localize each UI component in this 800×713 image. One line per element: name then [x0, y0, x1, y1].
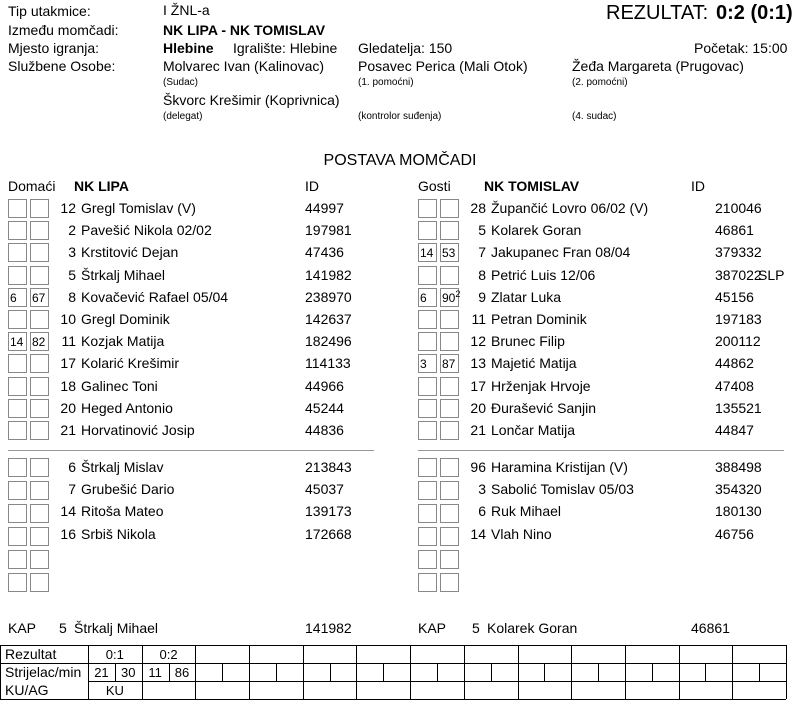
- player-number: 2: [68, 222, 76, 239]
- result-label: REZULTAT:: [606, 2, 709, 24]
- player-id: 135521: [715, 399, 762, 416]
- event-minute-box: 87: [440, 354, 459, 373]
- result-cell-border: [571, 645, 572, 663]
- player-number: 16: [60, 525, 76, 542]
- ku-cell-border: [410, 681, 411, 699]
- player-name: Vlah Nino: [491, 525, 552, 542]
- player-number: 3: [478, 481, 486, 498]
- player-id: 46861: [715, 222, 754, 239]
- player-id: 44847: [715, 422, 754, 438]
- scorer-cell-border: [544, 663, 545, 681]
- event-minute-box: $90^2$: [442, 288, 461, 305]
- event-box: [418, 421, 437, 440]
- player-id: 388498: [715, 459, 762, 475]
- player-name: Jakupanec Fran 08/04: [491, 244, 631, 261]
- player-id: 354320: [715, 481, 762, 498]
- scorer-cell-border: [383, 663, 384, 681]
- home-divider: [8, 450, 374, 451]
- player-number: 18: [60, 377, 76, 394]
- player-number: 21: [60, 422, 76, 438]
- result-cell-border: [464, 645, 465, 663]
- home-captain-id: 141982: [305, 620, 352, 636]
- match-type-value: I ŽNL-a: [163, 2, 210, 18]
- away-team-name: NK TOMISLAV: [484, 178, 580, 194]
- sub-event-box: [8, 573, 27, 592]
- table-bottom-line: [0, 699, 786, 700]
- player-name: Đurašević Sanjin: [491, 399, 597, 416]
- player-number: 5: [478, 222, 486, 239]
- player-id: 139173: [305, 503, 352, 520]
- ku-cell-border: [195, 681, 196, 699]
- event-minute-box: 53: [440, 243, 459, 262]
- scorer-cell: 11: [148, 665, 162, 680]
- scorer-cell-border: [464, 663, 465, 681]
- home-captain-label: KAP: [8, 620, 37, 636]
- event-box: [8, 421, 27, 440]
- player-id: 213843: [305, 459, 352, 475]
- sub-event-box: [418, 504, 437, 523]
- player-id: 379332: [715, 244, 762, 261]
- player-number: 6: [68, 459, 76, 475]
- player-name: Gregl Dominik: [81, 311, 170, 327]
- player-id: 172668: [305, 525, 352, 542]
- venue-value: Hlebine: [163, 40, 214, 56]
- officials-label: Službene Osobe:: [8, 58, 116, 74]
- ku-cell-border: [625, 681, 626, 699]
- scorer-cell-border: [491, 663, 492, 681]
- event-box: [8, 377, 27, 396]
- event-box: [418, 221, 437, 240]
- event-minute-box: 82: [30, 332, 49, 351]
- player-number: 20: [60, 399, 76, 416]
- away-side-label: Gosti: [418, 178, 451, 194]
- event-box: [8, 243, 27, 262]
- player-number: 8: [478, 266, 486, 283]
- ku-cell-border: [464, 681, 465, 699]
- player-name: Zlatar Luka: [491, 288, 562, 305]
- event-box: [8, 354, 27, 373]
- player-name: Hrženjak Hrvoje: [491, 377, 591, 394]
- ku-cell-border: [571, 681, 572, 699]
- player-number: 17: [470, 377, 486, 394]
- ku-cell-border: [518, 681, 519, 699]
- ku-cell-border: [732, 681, 733, 699]
- scorer-row-label: Strijelac/min: [5, 664, 82, 680]
- official-role: (1. pomoćni): [358, 77, 414, 88]
- result-cell-border: [625, 645, 626, 663]
- sub-event-box: [8, 458, 27, 477]
- scorer-cell-border: [303, 663, 304, 681]
- player-id: 44966: [305, 377, 344, 394]
- player-number: 21: [470, 422, 486, 438]
- sub-minute-box: [440, 573, 459, 592]
- match-type-label: Tip utakmice:: [8, 3, 91, 19]
- result-cell-border: [195, 645, 196, 663]
- player-name: Brunec Filip: [491, 333, 565, 350]
- event-box: [418, 266, 437, 285]
- player-number: 7: [478, 244, 486, 261]
- event-minute-box: 67: [30, 288, 49, 307]
- player-id: 44997: [305, 200, 344, 216]
- scorer-cell-border: [625, 663, 626, 681]
- player-id: 45037: [305, 481, 344, 498]
- event-box: [418, 332, 437, 351]
- player-id: 141982: [305, 266, 352, 283]
- scorer-cell-border: [410, 663, 411, 681]
- between-label: Između momčadi:: [8, 22, 119, 38]
- player-name: Pavešić Nikola 02/02: [81, 222, 212, 239]
- sub-event-box: [418, 573, 437, 592]
- player-name: Kolarek Goran: [491, 222, 582, 239]
- event-box: [8, 199, 27, 218]
- scorer-cell-border: [249, 663, 250, 681]
- player-id: 46756: [715, 525, 754, 542]
- event-box: [8, 310, 27, 329]
- between-value: NK LIPA - NK TOMISLAV: [163, 22, 326, 38]
- player-number: 9: [478, 288, 486, 305]
- sub-minute-box: [440, 550, 459, 569]
- player-number: 13: [470, 355, 486, 372]
- player-name: Galinec Toni: [81, 377, 158, 394]
- scorer-cell-border: [195, 663, 196, 681]
- player-id: 180130: [715, 503, 762, 520]
- result-cell-border: [410, 645, 411, 663]
- player-number: 6: [478, 503, 486, 520]
- sub-event-box: [8, 504, 27, 523]
- ku-cell-border: [249, 681, 250, 699]
- player-id: 238970: [305, 288, 352, 305]
- player-name: Majetić Matija: [491, 355, 577, 372]
- sub-event-box: [418, 527, 437, 546]
- official-name: Posavec Perica (Mali Otok): [358, 58, 528, 74]
- result-cell: 0:1: [105, 647, 124, 662]
- event-box: [418, 199, 437, 218]
- table-left-line: [0, 645, 1, 699]
- player-name: Gregl Tomislav (V): [81, 200, 196, 216]
- player-id: 47408: [715, 377, 754, 394]
- player-name: Petrić Luis 12/06: [491, 266, 596, 283]
- scorer-cell-border: [786, 663, 787, 681]
- ku-cell-border: [303, 681, 304, 699]
- official-role: (4. sudac): [572, 111, 617, 122]
- event-box: 14: [8, 332, 27, 351]
- official-role: (2. pomoćni): [572, 77, 628, 88]
- player-id: 45156: [715, 288, 754, 305]
- player-name: Petran Dominik: [491, 311, 587, 327]
- away-captain-id: 46861: [691, 620, 730, 636]
- event-box: [8, 221, 27, 240]
- venue-label: Mjesto igranja:: [8, 40, 100, 56]
- player-id: 142637: [305, 311, 352, 327]
- home-team-name: NK LIPA: [74, 178, 129, 194]
- official-role: (kontrolor suđenja): [358, 111, 442, 122]
- ku-cell-border: [786, 681, 787, 699]
- scorer-cell: 30: [121, 665, 136, 680]
- player-id: 47436: [305, 244, 344, 261]
- player-name: Horvatinović Josip: [81, 422, 195, 438]
- pitch-value: Igralište: Hlebine: [233, 40, 338, 56]
- player-id: 44836: [305, 422, 344, 438]
- player-name: Štrkalj Mihael: [81, 266, 166, 283]
- player-id: 44862: [715, 355, 754, 372]
- scorer-cell: 21: [94, 665, 109, 680]
- spectators-value: Gledatelja: 150: [358, 40, 453, 56]
- away-id-header: ID: [691, 178, 705, 194]
- player-number: 20: [470, 399, 486, 416]
- player-id: 210046: [715, 200, 762, 216]
- event-box: 6: [418, 288, 437, 307]
- sub-minute-box: [30, 573, 49, 592]
- official-name: Žeđa Margareta (Prugovac): [572, 58, 744, 74]
- player-number: 5: [68, 266, 76, 283]
- player-name: Kovačević Rafael 05/04: [81, 288, 229, 305]
- ku-cell-border: [356, 681, 357, 699]
- result-value: 0:2 (0:1): [716, 2, 793, 24]
- sub-event-box: [418, 550, 437, 569]
- player-number: 14: [470, 525, 486, 542]
- player-name: Heged Antonio: [81, 399, 173, 416]
- player-name: Srbiš Nikola: [81, 525, 156, 542]
- player-number: 28: [470, 200, 486, 216]
- scorer-cell: 86: [174, 665, 190, 680]
- player-number: 14: [60, 503, 76, 520]
- player-name: Haramina Kristijan (V): [491, 459, 628, 475]
- away-divider: [418, 450, 784, 451]
- sub-event-box: [8, 550, 27, 569]
- player-number: 96: [470, 459, 486, 475]
- sub-minute-box: [30, 550, 49, 569]
- official-name: Molvarec Ivan (Kalinovac): [163, 58, 325, 74]
- scorer-cell-border: [330, 663, 331, 681]
- scorer-cell-border: [705, 663, 706, 681]
- official-role: (Sudac): [163, 77, 199, 88]
- player-number: 17: [60, 355, 76, 372]
- ku-cell-border: [142, 681, 143, 699]
- player-name: Ruk Mihael: [491, 503, 562, 520]
- scorer-cell-border: [598, 663, 599, 681]
- event-box: [418, 310, 437, 329]
- player-name: Krstitović Dejan: [81, 244, 179, 261]
- result-cell-border: [249, 645, 250, 663]
- away-captain-number: 5: [472, 620, 480, 636]
- start-time: Početak: 15:00: [694, 40, 788, 56]
- table-line: [88, 681, 786, 682]
- player-number: 8: [68, 288, 76, 305]
- player-name: Grubešić Dario: [81, 481, 175, 498]
- player-id: 197183: [715, 311, 762, 327]
- player-id: 200112: [715, 333, 761, 350]
- event-box: [8, 399, 27, 418]
- sub-event-box: [418, 458, 437, 477]
- event-box: 3: [418, 354, 437, 373]
- player-number: 3: [68, 244, 76, 261]
- scorer-cell-border: [679, 663, 680, 681]
- official-name: Škvorc Krešimir (Koprivnica): [163, 92, 340, 108]
- player-extra: SLP: [758, 266, 785, 283]
- player-name: Ritoša Mateo: [81, 503, 164, 520]
- sub-event-box: [418, 481, 437, 500]
- player-number: 12: [470, 333, 486, 350]
- official-role: (delegat): [163, 111, 203, 122]
- player-id: 114133: [305, 355, 351, 372]
- lineup-title: POSTAVA MOMČADI: [323, 152, 477, 169]
- event-box: [418, 377, 437, 396]
- scorer-cell-border: [759, 663, 760, 681]
- scorer-cell-border: [652, 663, 653, 681]
- player-id: 387022: [715, 266, 762, 283]
- result-cell-border: [518, 645, 519, 663]
- event-box: 14: [418, 243, 437, 262]
- scorer-cell-border: [518, 663, 519, 681]
- player-number: 7: [68, 481, 76, 498]
- scorer-cell-border: [571, 663, 572, 681]
- player-number: 11: [471, 311, 486, 327]
- ku-cell: KU: [105, 683, 124, 698]
- player-name: Župančić Lovro 06/02 (V): [491, 200, 649, 216]
- home-id-header: ID: [305, 178, 319, 194]
- away-captain-name: Kolarek Goran: [487, 620, 578, 636]
- result-cell-border: [786, 645, 787, 663]
- player-id: 182496: [305, 333, 352, 350]
- player-name: Kolarić Krešimir: [81, 355, 180, 372]
- scorer-cell-border: [222, 663, 223, 681]
- result-cell-border: [732, 645, 733, 663]
- event-box: [8, 266, 27, 285]
- home-captain-name: Štrkalj Mihael: [74, 620, 159, 636]
- event-box: [418, 399, 437, 418]
- scorer-cell-border: [437, 663, 438, 681]
- player-number: 11: [61, 333, 76, 350]
- scorer-cell-border: [356, 663, 357, 681]
- sub-event-box: [8, 481, 27, 500]
- result-cell-border: [679, 645, 680, 663]
- home-captain-number: 5: [59, 620, 67, 636]
- result-cell: 0:2: [159, 647, 178, 662]
- player-id: 197981: [305, 222, 352, 239]
- player-name: Lončar Matija: [491, 422, 576, 438]
- player-name: Sabolić Tomislav 05/03: [491, 481, 634, 498]
- ku-row-label: KU/AG: [5, 682, 49, 698]
- scorer-cell-border: [276, 663, 277, 681]
- player-name: Štrkalj Mislav: [81, 459, 164, 475]
- sub-event-box: [8, 527, 27, 546]
- player-number: 12: [60, 200, 76, 216]
- result-row-label: Rezultat: [5, 646, 57, 662]
- result-cell-border: [356, 645, 357, 663]
- player-number: 10: [60, 311, 76, 327]
- away-captain-label: KAP: [418, 620, 447, 636]
- ku-cell-border: [679, 681, 680, 699]
- event-box: 6: [8, 288, 27, 307]
- home-side-label: Domaći: [8, 178, 56, 194]
- result-cell-border: [303, 645, 304, 663]
- player-name: Kozjak Matija: [81, 333, 165, 350]
- player-id: 45244: [305, 399, 344, 416]
- scorer-cell-border: [732, 663, 733, 681]
